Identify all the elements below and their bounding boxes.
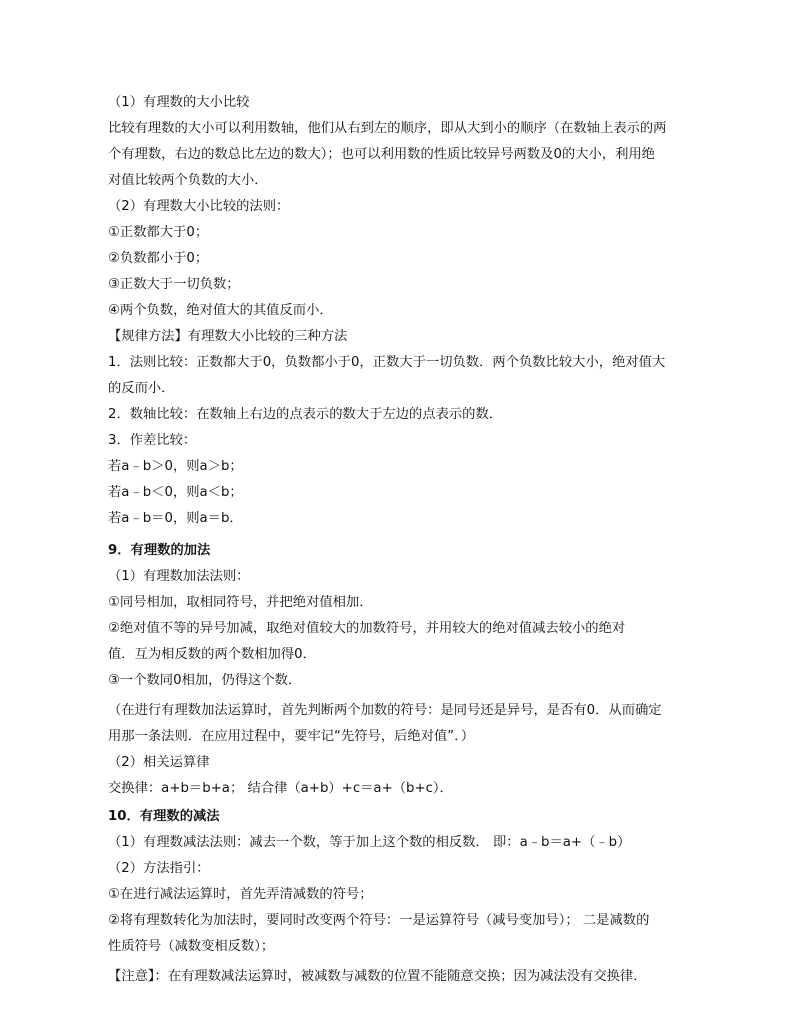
text-line: ②绝对值不等的异号加减，取绝对值较大的加数符号，并用较大的绝对值减去较小的绝对 xyxy=(108,621,626,636)
text-line: （1）有理数减法法则：减去一个数，等于加上这个数的相反数． 即：a﹣b＝a+（﹣b） xyxy=(108,835,631,850)
text-line: 用那一条法则．在应用过程中，要牢记“先符号，后绝对值”．） xyxy=(108,729,475,744)
text-line: 2．数轴比较：在数轴上右边的点表示的数大于左边的点表示的数． xyxy=(108,407,503,422)
text-line: 对值比较两个负数的大小． xyxy=(108,173,268,188)
text-line: 1．法则比较：正数都大于0，负数都小于0，正数大于一切负数．两个负数比较大小，绝对值大 xyxy=(108,355,666,370)
text-line: 个有理数，右边的数总比左边的数大）；也可以利用数的性质比较异号两数及0的大小，利用绝 xyxy=(108,147,655,162)
text-line: ①同号相加，取相同符号，并把绝对值相加． xyxy=(108,595,373,610)
text-line: （2）相关运算律 xyxy=(108,755,210,770)
section-heading: 9．有理数的加法 xyxy=(108,543,211,558)
text-line: 的反而小． xyxy=(108,381,175,396)
text-line: 比较有理数的大小可以利用数轴，他们从右到左的顺序，即从大到小的顺序（在数轴上表示的两 xyxy=(108,121,667,136)
text-line: （1）有理数加法法则： xyxy=(108,569,250,584)
text-line: ①在进行减法运算时，首先弄清减数的符号； xyxy=(108,887,373,902)
text-line: ④两个负数，绝对值大的其值反而小． xyxy=(108,303,333,318)
text-line: 3．作差比较： xyxy=(108,433,197,448)
text-line: ③一个数同0相加，仍得这个数． xyxy=(108,673,302,688)
text-line: 若a﹣b＝0，则a＝b． xyxy=(108,511,243,526)
section-heading: 10．有理数的减法 xyxy=(108,809,220,824)
text-line: （1）有理数的大小比较 xyxy=(108,95,250,110)
text-line: 值．互为相反数的两个数相加得0． xyxy=(108,647,316,662)
text-line: 交换律：a+b＝b+a； 结合律（a+b）+c＝a+（b+c）． xyxy=(108,781,453,796)
text-line: 若a﹣b＞0，则a＞b； xyxy=(108,459,243,474)
text-line: （2）有理数大小比较的法则： xyxy=(108,199,290,214)
text-line: ①正数都大于0； xyxy=(108,225,209,240)
text-line: 若a﹣b＜0，则a＜b； xyxy=(108,485,243,500)
text-line: ②将有理数转化为加法时，要同时改变两个符号：一是运算符号（减号变加号）； 二是减数的 xyxy=(108,913,650,928)
text-line: （在进行有理数加法运算时，首先判断两个加数的符号：是同号还是异号，是否有0．从而确定 xyxy=(108,703,662,718)
text-line: ②负数都小于0； xyxy=(108,251,209,266)
text-line: 性质符号（减数变相反数）； xyxy=(108,939,275,954)
text-line: 【规律方法】有理数大小比较的三种方法 xyxy=(108,329,348,344)
text-line: ③正数大于一切负数； xyxy=(108,277,240,292)
text-line: （2）方法指引： xyxy=(108,861,210,876)
text-line: 【注意】：在有理数减法运算时，被减数与减数的位置不能随意交换；因为减法没有交换律． xyxy=(108,969,647,984)
